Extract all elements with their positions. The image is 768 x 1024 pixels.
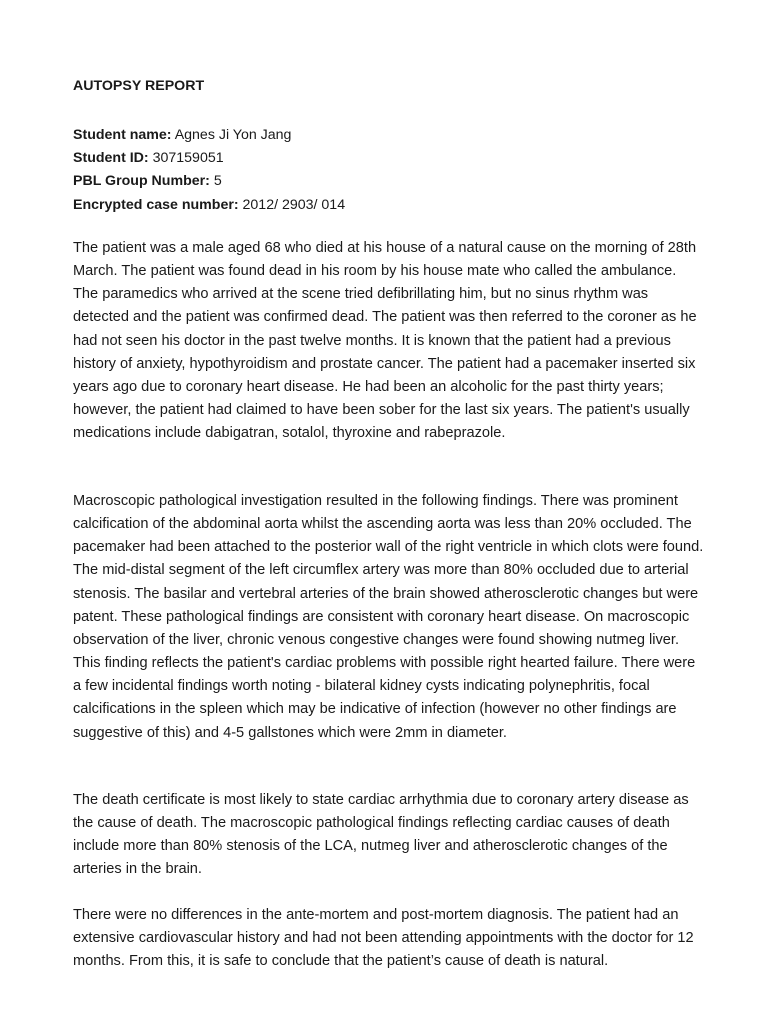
case-number-label: Encrypted case number: <box>73 196 239 213</box>
paragraph-findings: Macroscopic pathological investigation resulted in the following findings. There was prominent calcification of the abdominal aorta whilst the ascending aorta was less than 20% occluded. The pacemaker had been attached to the posterior wall of the right ventricle in which clots were found. The mid-distal segment of the left circumflex artery was more than 80% occluded due to arterial stenosis. The basilar and vertebral arteries of the brain showed atherosclerotic changes but were patent. These pathological findings are consistent with coronary heart disease. On macroscopic observation of the liver, chronic venous congestive changes were found showing nutmeg liver. This finding reflects the patient's cardiac problems with possible right hearted failure. There were a few incidental findings worth noting - bilateral kidney cysts indicating polynephritis, focal calcifications in the spleen which may be indicative of infection (however no other findings are suggestive of this) and 4-5 gallstones which were 2mm in diameter. <box>73 493 704 741</box>
paragraph-conclusion: There were no differences in the ante-mortem and post-mortem diagnosis. The patient had an extensive cardiovascular history and had not been attending appointments with the doctor for 12 months. From this, it is safe to conclude that the patient’s cause of death is natural. <box>73 907 694 970</box>
student-id-label: Student ID: <box>73 150 149 167</box>
student-name-label: Student name: <box>73 127 172 143</box>
student-id-value: 307159051 <box>148 150 224 167</box>
student-name-value: Agnes Ji Yon Jang <box>171 127 292 143</box>
paragraph-history: The patient was a male aged 68 who died at his house of a natural cause on the morning of 28th March. The patient was found dead in his room by his house mate who called the ambulance. The paramedics who arrived at the scene tried defibrillating him, but no sinus rhythm was detected and the patient was confirmed dead. The patient was then referred to the coroner as he had not seen his doctor in the past twelve months. It is known that the patient had a previous history of anxiety, hypothyroidism and prostate cancer. The patient had a pacemaker inserted six years ago due to coronary heart disease. He had been an alcoholic for the past thirty years; however, the patient had claimed to have been sober for the last six years. The patient's usually medications include dabigatran, sotalol, thyroxine and rabeprazole. <box>73 240 697 442</box>
paragraph-death-certificate: The death certificate is most likely to state cardiac arrhythmia due to coronary artery disease as the cause of death. The macroscopic pathological findings reflecting cardiac causes of death include more than 80% stenosis of the LCA, nutmeg liver and atherosclerotic changes of the arteries in the brain. <box>73 792 689 878</box>
pbl-group-row <box>73 170 345 193</box>
case-number-row <box>73 194 345 217</box>
document-page <box>73 0 705 1024</box>
pbl-group-value: 5 <box>209 173 222 190</box>
student-details <box>73 124 345 217</box>
student-name-row <box>73 124 345 147</box>
case-number-value: 2012/ 2903/ 014 <box>238 196 346 213</box>
report-title: AUTOPSY REPORT <box>73 78 205 94</box>
student-id-row <box>73 147 345 170</box>
pbl-group-label: PBL Group Number: <box>73 173 210 190</box>
